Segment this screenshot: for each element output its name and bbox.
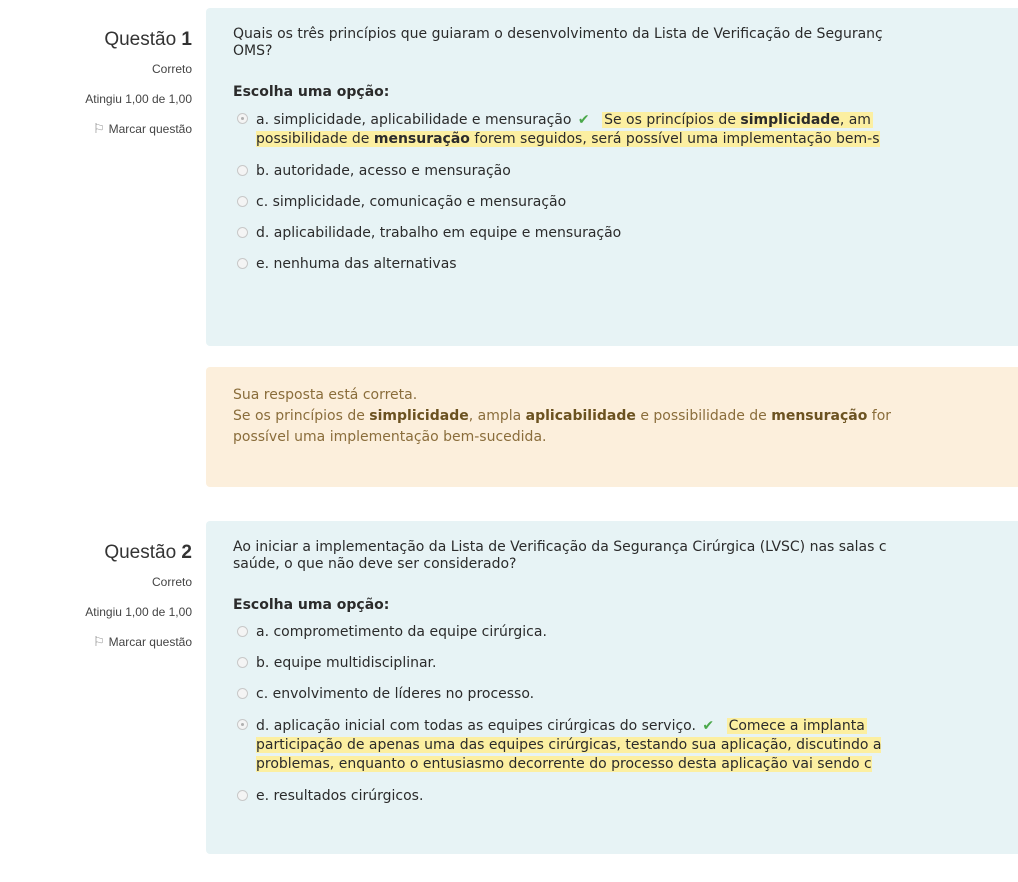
q2-radio-e[interactable] (237, 790, 248, 801)
q1-outcome-status: Sua resposta está correta. (233, 387, 418, 403)
q2-flag-toggle[interactable] (0, 634, 192, 650)
q2-text-line2: saúde, o que não deve ser considerado? (233, 556, 517, 572)
q1-radio-c[interactable] (237, 196, 248, 207)
q2-feedback: Comece a implanta (728, 718, 865, 734)
q1-number: Questão 1 (104, 29, 192, 50)
q1-option-e[interactable] (233, 256, 1018, 273)
q1-text (233, 26, 1018, 60)
q1-text-line2: OMS? (233, 43, 273, 59)
q2-radio-c[interactable] (237, 688, 248, 699)
q2-grade: Atingiu 1,00 de 1,00 (85, 605, 192, 619)
q2-option-b-label: b. equipe multidisciplinar. (256, 655, 437, 671)
q1-option-c-label: c. simplicidade, comunicação e mensuração (256, 194, 567, 210)
q2-option-a[interactable] (233, 624, 1018, 641)
q1-radio-d[interactable] (237, 227, 248, 238)
correct-check-icon: ✔ (702, 718, 715, 734)
q2-state: Correto (151, 575, 192, 589)
q2-number: Questão 2 (104, 542, 192, 563)
q1-option-b-label: b. autoridade, acesso e mensuração (256, 163, 511, 179)
flag-icon: ⚐ (92, 634, 105, 649)
q1-outcome (206, 367, 1018, 487)
q2-formulation (206, 521, 1018, 854)
q1-info (0, 27, 192, 137)
q1-radio-b[interactable] (237, 165, 248, 176)
q2-feedback-line3: problemas, enquanto o entusiasmo decorrente do processo desta aplicação vai sendo c (256, 756, 872, 772)
q2-option-b[interactable] (233, 655, 1018, 672)
q1-flag-label: Marcar questão (108, 122, 192, 136)
q1-option-e-label: e. nenhuma das alternativas (256, 256, 457, 272)
q1-feedback: Se os princípios de simplicidade, am (604, 112, 871, 128)
q2-option-e-label: e. resultados cirúrgicos. (256, 788, 424, 804)
q1-grade: Atingiu 1,00 de 1,00 (85, 92, 192, 106)
q2-prompt: Escolha uma opção: (233, 597, 390, 613)
q1-outcome-explanation: Se os princípios de simplicidade, ampla aplicabilidade e possibilidade de mensuração for (233, 408, 892, 424)
q2-option-c-label: c. envolvimento de líderes no processo. (256, 686, 535, 702)
q2-radio-b[interactable] (237, 657, 248, 668)
q1-prompt: Escolha uma opção: (233, 84, 390, 100)
q1-formulation (206, 8, 1018, 346)
q2-option-d[interactable] (233, 717, 1018, 774)
q1-answer-list (233, 111, 1018, 273)
q1-option-d[interactable] (233, 225, 1018, 242)
q1-outcome-explanation-line2: possível uma implementação bem-sucedida. (233, 429, 547, 445)
q1-option-a-label: a. simplicidade, aplicabilidade e mensuração (256, 112, 572, 128)
q1-radio-a[interactable] (237, 113, 248, 124)
q2-option-a-label: a. comprometimento da equipe cirúrgica. (256, 624, 547, 640)
q1-option-a[interactable] (233, 111, 1018, 149)
q2-flag-label: Marcar questão (108, 635, 192, 649)
q1-option-b[interactable] (233, 163, 1018, 180)
q2-radio-d[interactable] (237, 719, 248, 730)
q1-option-c[interactable] (233, 194, 1018, 211)
q1-text-line1: Quais os três princípios que guiaram o desenvolvimento da Lista de Verificação de Seguranç (233, 26, 883, 42)
q2-option-c[interactable] (233, 686, 1018, 703)
q1-flag-toggle[interactable] (0, 121, 192, 137)
q2-feedback-line2: participação de apenas uma das equipes cirúrgicas, testando sua aplicação, discutindo a (256, 737, 882, 753)
q2-option-d-label: d. aplicação inicial com todas as equipes cirúrgicas do serviço. (256, 718, 696, 734)
q2-radio-a[interactable] (237, 626, 248, 637)
q1-state: Correto (151, 62, 192, 76)
q2-answer-list (233, 624, 1018, 805)
q2-option-e[interactable] (233, 788, 1018, 805)
q1-option-d-label: d. aplicabilidade, trabalho em equipe e mensuração (256, 225, 622, 241)
q2-text-line1: Ao iniciar a implementação da Lista de Verificação da Segurança Cirúrgica (LVSC) nas salas c (233, 539, 887, 555)
flag-icon: ⚐ (92, 121, 105, 136)
q1-feedback-line2: possibilidade de mensuração forem seguidos, será possível uma implementação bem-s (256, 131, 880, 147)
q2-text (233, 539, 1018, 573)
q2-info (0, 540, 192, 650)
correct-check-icon: ✔ (577, 112, 590, 128)
q1-radio-e[interactable] (237, 258, 248, 269)
